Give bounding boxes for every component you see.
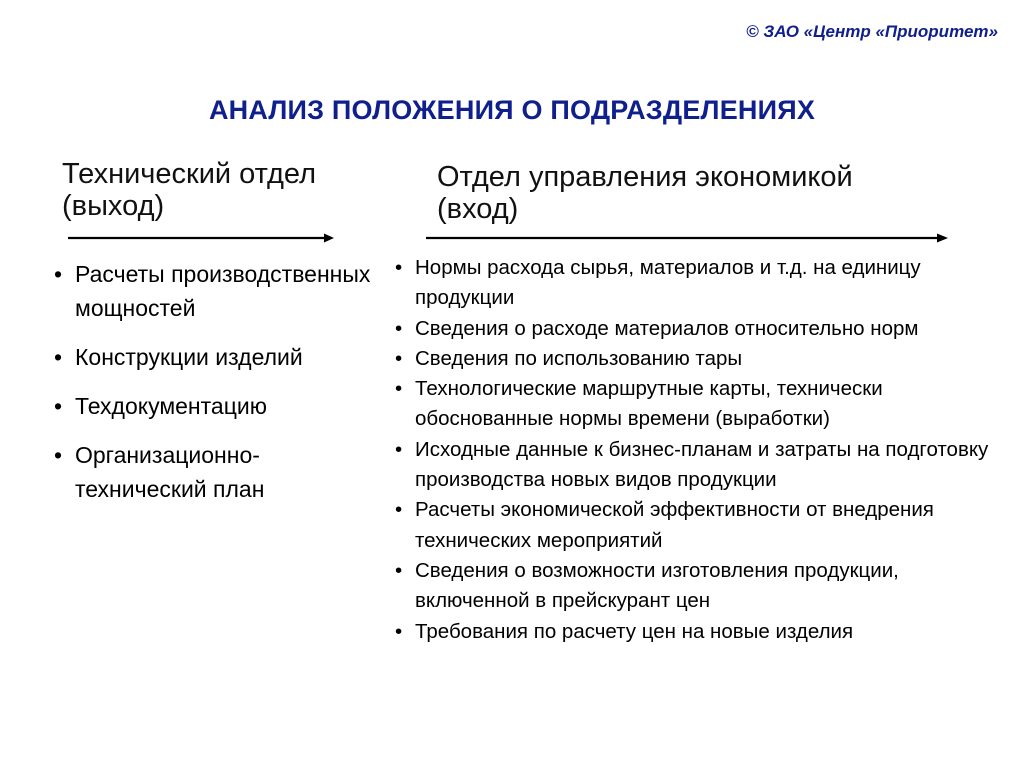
list-item-label: Техдокументацию xyxy=(75,393,267,419)
list-item xyxy=(54,257,374,325)
bullet-icon: • xyxy=(395,498,403,522)
bullet-icon: • xyxy=(395,316,403,340)
bullet-icon: • xyxy=(54,344,63,370)
list-item-label: Требования по расчету цен на новые изделия xyxy=(415,619,854,643)
bullet-icon: • xyxy=(395,377,403,401)
list-item-label: Сведения по использованию тары xyxy=(415,346,743,370)
list-item-label: Расчеты производственных мощностей xyxy=(75,261,371,321)
list-item xyxy=(395,556,1015,617)
list-item xyxy=(395,617,1015,647)
page-title: АНАЛИЗ ПОЛОЖЕНИЯ О ПОДРАЗДЕЛЕНИЯХ xyxy=(208,95,816,125)
left-right-arrow-icon xyxy=(68,231,336,245)
list-item xyxy=(395,253,1015,314)
list-item-label: Организационно-технический план xyxy=(75,442,265,502)
list-item-label: Нормы расхода сырья, материалов и т.д. на единицу продукции xyxy=(415,256,921,310)
bullet-icon: • xyxy=(395,619,403,643)
bullet-icon: • xyxy=(395,256,403,279)
bullet-icon: • xyxy=(395,558,403,582)
list-item xyxy=(54,438,374,506)
list-item-label: Технологические маршрутные карты, технически обоснованные нормы времени (выработки) xyxy=(415,377,883,431)
right-heading-line-1: Отдел управления экономикой xyxy=(437,161,853,193)
left-output-list xyxy=(54,257,374,521)
list-item-label: Конструкции изделий xyxy=(75,344,303,370)
left-column-heading xyxy=(62,158,316,222)
copyright-label: © ЗАО «Центр «Приоритет» xyxy=(746,22,998,41)
right-input-list xyxy=(395,253,1015,647)
bullet-icon: • xyxy=(54,442,63,468)
list-item-label: Сведения о расходе материалов относительно норм xyxy=(415,316,919,340)
right-column-heading xyxy=(437,161,853,225)
left-heading-line-2: (выход) xyxy=(62,190,165,222)
list-item-label: Сведения о возможности изготовления продукции, включенной в прейскурант цен xyxy=(415,558,899,613)
bullet-icon: • xyxy=(54,261,63,287)
left-heading-line-1: Технический отдел xyxy=(62,158,316,190)
list-item xyxy=(395,344,1015,374)
right-heading-line-2: (вход) xyxy=(437,193,519,225)
list-item xyxy=(54,389,374,423)
right-right-arrow-icon xyxy=(426,231,950,245)
list-item xyxy=(395,314,1015,344)
list-item xyxy=(395,374,1015,435)
bullet-icon: • xyxy=(395,346,403,370)
list-item xyxy=(395,435,1015,496)
list-item xyxy=(395,495,1015,556)
bullet-icon: • xyxy=(395,437,403,461)
list-item xyxy=(54,340,374,374)
list-item-label: Расчеты экономической эффективности от внедрения технических мероприятий xyxy=(415,498,934,552)
bullet-icon: • xyxy=(54,393,63,419)
list-item-label: Исходные данные к бизнес-планам и затраты на подготовку производства новых видов продукции xyxy=(415,437,989,492)
